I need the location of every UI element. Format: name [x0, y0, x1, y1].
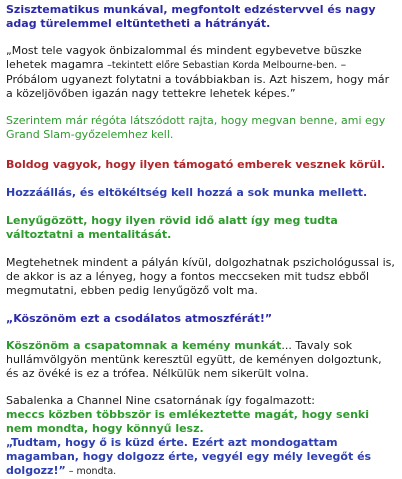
sabalenka-quote — [6, 436, 396, 479]
mentality-text: Lenyűgözött, hogy ilyen rövid idő alatt így meg tudta változtatni a mentalitását. — [6, 214, 338, 241]
psychologist-text: Megtehetnek mindent a pályán kívül, dolgozhatnak pszichológussal is, de akkor is az a lényeg, hogy a fontos meccseken mit tudsz ebből megmutatni, ebben pedig lenyűgöző volt ma. — [6, 256, 395, 297]
psychologist-paragraph — [6, 256, 396, 298]
quote-part-1: „Most tele vagyok önbizalommal és mindent egybevetve büszke lehetek magamra — [6, 44, 362, 71]
mentality-quote — [6, 214, 396, 242]
lead-text: Szisztematikus munkával, megfontolt edzéstervvel és nagy adag türelemmel eltüntetheti a hátrányát. — [6, 3, 376, 30]
korda-quote — [6, 44, 396, 101]
attribution: –tekintett előre Sebastian Korda Melbourne-ben. — [107, 60, 338, 71]
team-text: ... Tavaly sok hullámvölgyön mentünk keresztül együtt, de keményen dolgoztunk, és az övéké is ez a trófea. Nélkülük nem sikerült volna. — [6, 339, 382, 380]
attitude-quote — [6, 186, 396, 200]
quote-part-2: – Próbálom ugyanezt folytatni a továbbiakban is. Azt hiszem, hogy már a közeljövőben igazán nagy tettekre lehetek képes.” — [6, 58, 390, 100]
atmosphere-quote — [6, 312, 396, 326]
reminder-text: meccs közben többször is emlékeztette magát, hogy senki nem mondta, hogy könnyű lesz. — [6, 408, 369, 435]
grand-slam-quote — [6, 114, 396, 142]
grand-slam-text: Szerintem már régóta látszódott rajta, hogy megvan benne, ami egy Grand Slam-győzelemhez kell. — [6, 114, 386, 141]
team-highlight: Köszönöm a csapatomnak a kemény munkát — [6, 339, 282, 352]
sabalenka-intro — [6, 394, 396, 436]
channel-nine-text: Sabalenka a Channel Nine csatornának így fogalmazott: — [6, 394, 315, 407]
attitude-text: Hozzáállás, és eltökéltség kell hozzá a sok munka mellett. — [6, 186, 368, 199]
happy-quote — [6, 158, 396, 172]
team-paragraph — [6, 339, 396, 381]
atmosphere-text: „Köszönöm ezt a csodálatos atmoszférát!” — [6, 312, 273, 325]
happy-text: Boldog vagyok, hogy ilyen támogató emberek vesznek körül. — [6, 158, 386, 171]
lead-paragraph — [6, 3, 396, 31]
sabalenka-attribution: – mondta. — [65, 466, 117, 477]
sabalenka-quote-text: „Tudtam, hogy ő is küzd érte. Ezért azt mondogattam magamban, hogy dolgozz érte, vegyél egy mély levegőt és dolgozz!” — [6, 436, 372, 477]
